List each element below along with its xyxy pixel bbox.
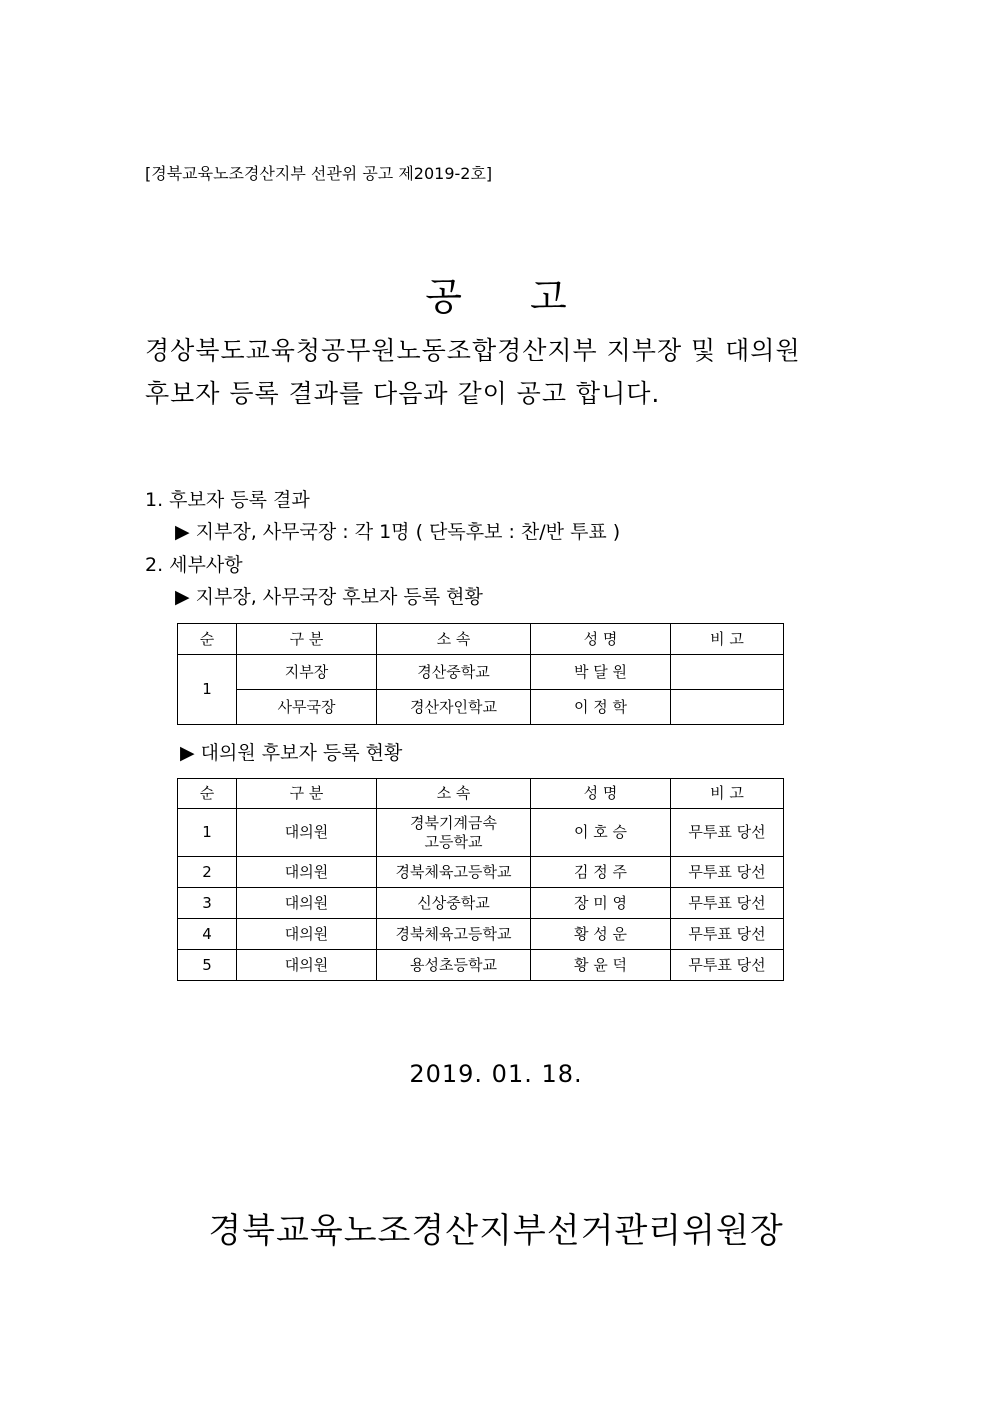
- header-name: 성 명: [531, 624, 671, 655]
- table-row: [178, 888, 784, 919]
- cell-note: [671, 690, 784, 725]
- cell-affiliation: [377, 809, 531, 857]
- page-title: [0, 266, 992, 321]
- cell-seq: 2: [178, 857, 237, 888]
- cell-affiliation: 경산중학교: [377, 655, 531, 690]
- header-division: 구 분: [237, 624, 377, 655]
- notice-number: [경북교육노조경산지부 선관위 공고 제2019-2호]: [145, 164, 493, 183]
- cell-note: [671, 655, 784, 690]
- cell-name: 황 성 운: [531, 919, 671, 950]
- table-header-row: [178, 779, 784, 809]
- cell-name: 이 호 승: [531, 809, 671, 857]
- cell-division: 지부장: [237, 655, 377, 690]
- cell-division: 대의원: [237, 857, 377, 888]
- cell-affiliation-line-1: 경북기계금속: [410, 813, 497, 832]
- header-seq: 순: [178, 624, 237, 655]
- delegates-table-caption: ▶ 대의원 후보자 등록 현황: [180, 742, 403, 764]
- section-1-heading: 1. 후보자 등록 결과: [145, 489, 310, 511]
- header-affiliation: 소 속: [377, 779, 531, 809]
- cell-division: 대의원: [237, 950, 377, 981]
- cell-seq: 5: [178, 950, 237, 981]
- cell-division: 대의원: [237, 919, 377, 950]
- cell-division: 대의원: [237, 809, 377, 857]
- cell-name: 이 정 학: [531, 690, 671, 725]
- cell-name: 장 미 영: [531, 888, 671, 919]
- cell-note: 무투표 당선: [671, 919, 784, 950]
- table-header-row: [178, 624, 784, 655]
- header-note: 비 고: [671, 624, 784, 655]
- cell-affiliation: 신상중학교: [377, 888, 531, 919]
- header-seq: 순: [178, 779, 237, 809]
- table-row: [178, 919, 784, 950]
- cell-note: 무투표 당선: [671, 888, 784, 919]
- section-1-bullet: ▶ 지부장, 사무국장 : 각 1명 ( 단독후보 : 찬/반 투표 ): [175, 521, 621, 543]
- cell-note: 무투표 당선: [671, 857, 784, 888]
- lead-line-2: 후보자 등록 결과를 다음과 같이 공고 합니다.: [145, 379, 661, 408]
- cell-affiliation: 용성초등학교: [377, 950, 531, 981]
- cell-seq: 4: [178, 919, 237, 950]
- issuer-name: 경북교육노조경산지부선거관리위원장: [208, 1211, 784, 1251]
- header-division: 구 분: [237, 779, 377, 809]
- cell-name: 박 달 원: [531, 655, 671, 690]
- table-row: [178, 655, 784, 690]
- table-row: [178, 857, 784, 888]
- cell-affiliation-line-2: 고등학교: [424, 832, 483, 851]
- header-note: 비 고: [671, 779, 784, 809]
- section-2-heading: 2. 세부사항: [145, 554, 243, 576]
- title-char-1: 공: [425, 275, 462, 319]
- table-row: [178, 809, 784, 857]
- officers-table: [177, 623, 784, 725]
- cell-division: 대의원: [237, 888, 377, 919]
- cell-seq: 3: [178, 888, 237, 919]
- cell-division: 사무국장: [237, 690, 377, 725]
- table-row: [178, 690, 784, 725]
- cell-affiliation: 경북체육고등학교: [377, 857, 531, 888]
- cell-seq: 1: [178, 809, 237, 857]
- cell-note: 무투표 당선: [671, 809, 784, 857]
- table-row: [178, 950, 784, 981]
- title-char-2: 고: [530, 275, 567, 319]
- header-affiliation: 소 속: [377, 624, 531, 655]
- lead-line-1: 경상북도교육청공무원노동조합경산지부 지부장 및 대의원: [145, 336, 801, 365]
- notice-date: 2019. 01. 18.: [409, 1060, 583, 1088]
- cell-seq: 1: [178, 655, 237, 725]
- cell-note: 무투표 당선: [671, 950, 784, 981]
- cell-name: 김 정 주: [531, 857, 671, 888]
- officers-table-caption: ▶ 지부장, 사무국장 후보자 등록 현황: [175, 586, 483, 608]
- cell-affiliation: 경북체육고등학교: [377, 919, 531, 950]
- delegates-table: [177, 778, 784, 981]
- header-name: 성 명: [531, 779, 671, 809]
- cell-affiliation: 경산자인학교: [377, 690, 531, 725]
- cell-name: 황 윤 덕: [531, 950, 671, 981]
